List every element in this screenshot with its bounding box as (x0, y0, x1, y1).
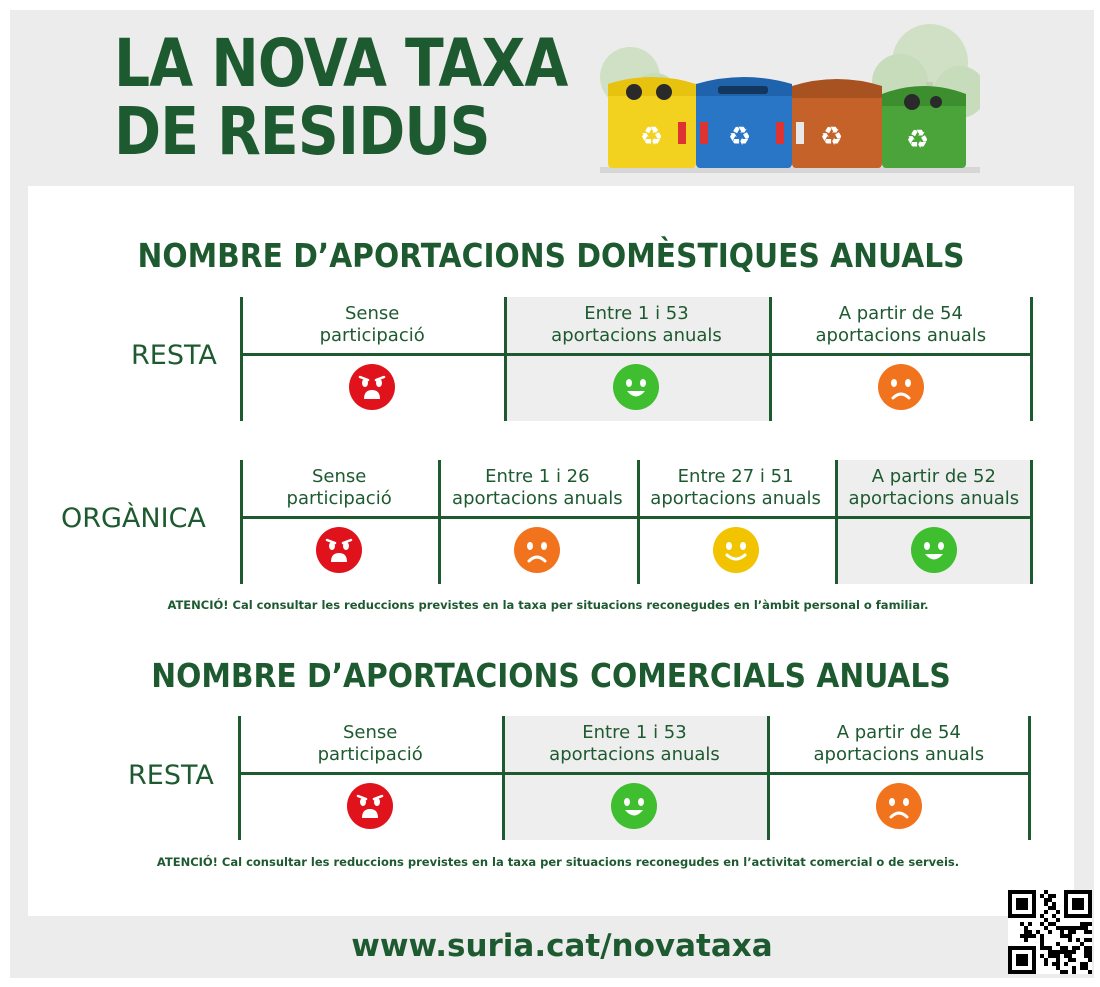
happy-face-icon (911, 527, 957, 573)
happy-face-icon (611, 783, 657, 829)
column-header (769, 297, 1033, 353)
column-header-label: Sense participació (319, 303, 425, 346)
column-header-label: A partir de 52 aportacions anuals (848, 466, 1020, 509)
rating-cell (438, 518, 636, 582)
column-header (835, 460, 1033, 516)
sad-face-icon (514, 527, 560, 573)
domestic-section-title: NOMBRE D’APORTACIONS DOMÈSTIQUES ANUALS (137, 236, 965, 275)
sad-face-icon (878, 364, 924, 410)
column-header (438, 460, 636, 516)
rating-cell (502, 774, 766, 838)
happy-face-icon (613, 364, 659, 410)
blue-bin-icon (696, 77, 792, 168)
very-sad-face-icon (349, 364, 395, 410)
smile-face-icon (713, 527, 759, 573)
column-header-label: Sense participació (286, 466, 392, 509)
svg-text:♻: ♻ (906, 125, 930, 155)
domestic-organica-table (240, 460, 1033, 584)
rating-cell (835, 518, 1033, 582)
svg-text:♻: ♻ (640, 122, 664, 152)
title-line-1: LA NOVA TAXA (114, 25, 568, 102)
commercial-resta-table (238, 716, 1031, 840)
commercial-resta-label: RESTA (128, 760, 214, 791)
rating-cell (504, 355, 768, 419)
commercial-note: ATENCIÓ! Cal consultar les reduccions previstes en la taxa per situacions reconegudes en l’activitat comercial o de serveis. (156, 855, 960, 869)
yellow-bin-icon (608, 77, 696, 168)
very-sad-face-icon (316, 527, 362, 573)
column-header (637, 460, 835, 516)
domestic-resta-table (240, 297, 1033, 421)
rating-cell (240, 355, 504, 419)
domestic-resta-label: RESTA (131, 340, 217, 371)
green-bin-icon (882, 86, 966, 168)
website-link[interactable]: www.suria.cat/novataxa (351, 928, 773, 964)
rating-cell (238, 774, 502, 838)
svg-text:♻: ♻ (820, 122, 844, 152)
domestic-organica-label: ORGÀNICA (61, 503, 206, 534)
column-header-label: A partir de 54 aportacions anuals (813, 722, 985, 765)
commercial-section-title: NOMBRE D’APORTACIONS COMERCIALS ANUALS (151, 656, 951, 695)
rating-cell (769, 355, 1033, 419)
column-header-label: Entre 1 i 26 aportacions anuals (452, 466, 623, 509)
column-header (767, 716, 1031, 772)
rating-cell (767, 774, 1031, 838)
sad-face-icon (876, 783, 922, 829)
brown-bin-icon (792, 79, 882, 168)
very-sad-face-icon (347, 783, 393, 829)
column-header-label: Entre 1 i 53 aportacions anuals (551, 303, 722, 346)
rating-cell (637, 518, 835, 582)
title-line-2: DE RESIDUS (114, 93, 490, 170)
poster-title (114, 25, 568, 170)
column-header-label: Entre 27 i 51 aportacions anuals (650, 466, 821, 509)
recycling-bins-illustration (600, 22, 980, 177)
column-header (504, 297, 768, 353)
column-header (240, 460, 438, 516)
column-header-label: Sense participació (317, 722, 423, 765)
column-header-label: A partir de 54 aportacions anuals (815, 303, 987, 346)
column-header (240, 297, 504, 353)
domestic-note: ATENCIÓ! Cal consultar les reduccions previstes en la taxa per situacions reconegudes en l’àmbit personal o familiar. (167, 598, 929, 612)
column-header (238, 716, 502, 772)
column-header (502, 716, 766, 772)
column-header-label: Entre 1 i 53 aportacions anuals (549, 722, 720, 765)
svg-text:♻: ♻ (728, 122, 752, 152)
qr-code-icon (1008, 890, 1092, 974)
rating-cell (240, 518, 438, 582)
